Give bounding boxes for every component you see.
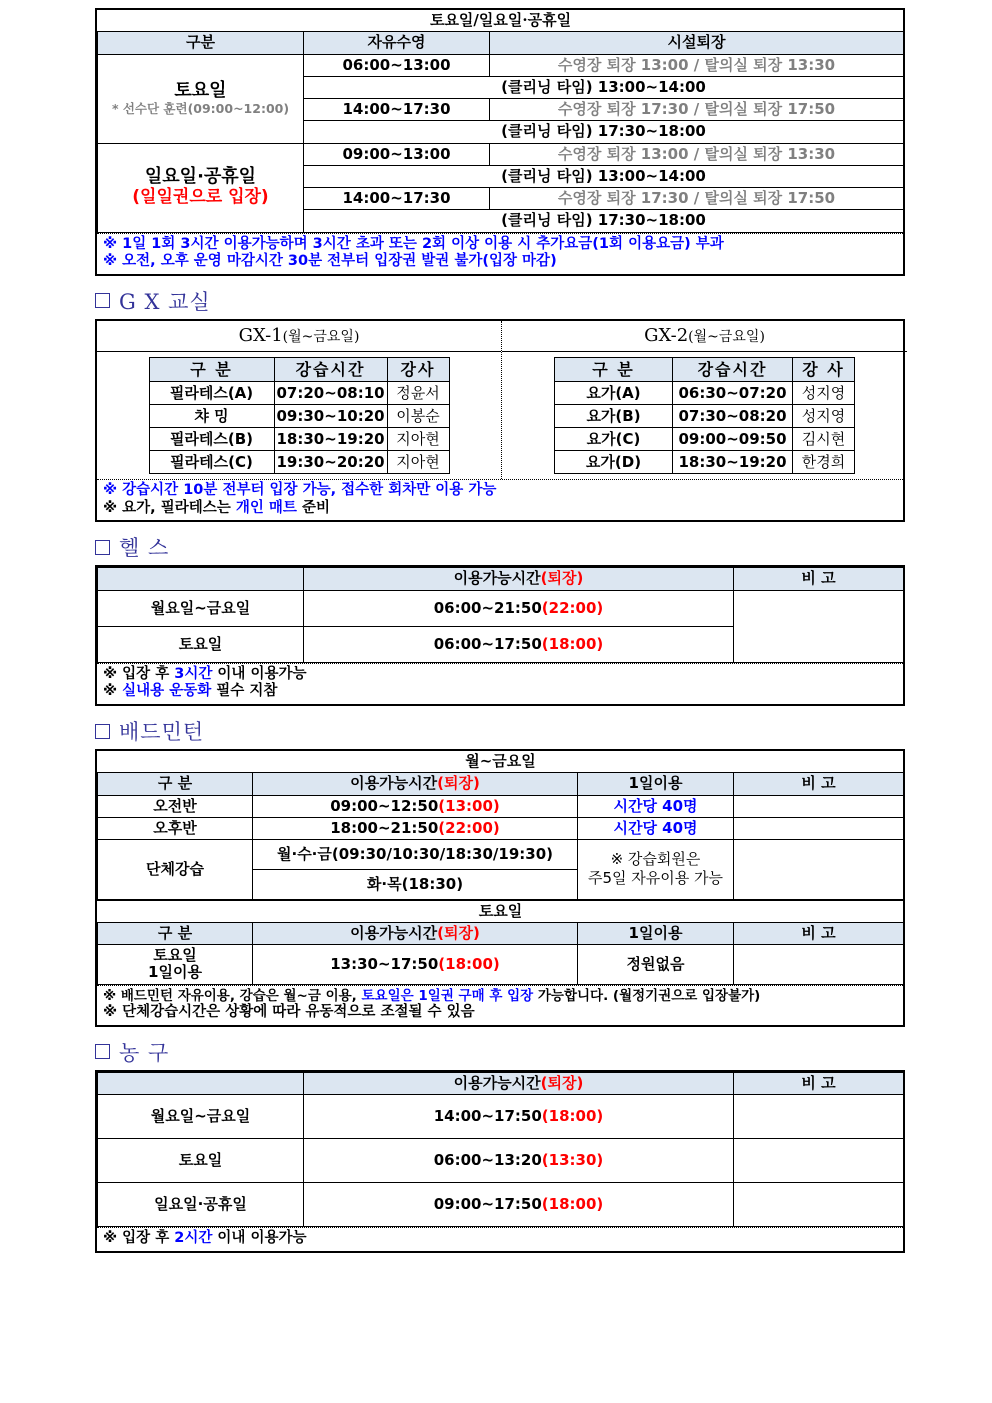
basketball-note-0: ※ 입장 후 2시간 이내 이용가능 xyxy=(103,1229,307,1246)
basketball-time-0 xyxy=(304,1094,734,1138)
swim-header-1: 자유수영 xyxy=(304,32,490,54)
badminton-sat-time-value: 13:30~17:50 xyxy=(330,954,439,973)
swim-caption: 토요일/일요일·공휴일 xyxy=(98,10,904,32)
badminton-sat-kind-1: 토요일 xyxy=(153,946,197,965)
gx2-panel xyxy=(502,321,907,479)
health-day-0: 월요일~금요일 xyxy=(98,590,304,626)
basketball-exit-1: (13:30) xyxy=(541,1150,604,1169)
basketball-time-2 xyxy=(304,1182,734,1226)
badminton-kind-0: 오전반 xyxy=(98,795,253,817)
badminton-sat-header-main: 이용가능시간 xyxy=(350,923,438,942)
basketball-remark-2 xyxy=(734,1182,904,1226)
health-remark xyxy=(734,590,904,662)
gx-schedule-table xyxy=(95,319,905,523)
swim-sun-free-1: 09:00~13:00 xyxy=(304,143,490,165)
swim-notes xyxy=(97,233,903,274)
badminton-sat-exit: (18:00) xyxy=(438,954,500,973)
table-row xyxy=(149,451,449,474)
swim-sat-exit-1: 수영장 퇴장 13:00 / 탈의실 퇴장 13:30 xyxy=(490,54,904,76)
gx2-time-2: 09:00~09:50 xyxy=(673,428,793,451)
badminton-note-1: ※ 단체강습시간은 상황에 따라 유동적으로 조절될 수 있음 xyxy=(103,1004,475,1021)
table-row xyxy=(98,840,904,870)
badminton-sat-remark xyxy=(734,945,904,985)
swim-sat-clean-1: (클리닝 타임) 13:00~14:00 xyxy=(304,76,904,98)
health-header-0 xyxy=(98,568,304,590)
basketball-time-value-0: 14:00~17:50 xyxy=(433,1106,542,1125)
swim-sun-exit-1: 수영장 퇴장 13:00 / 탈의실 퇴장 13:30 xyxy=(490,143,904,165)
gx2-teacher-2: 김시현 xyxy=(793,428,855,451)
table-row xyxy=(555,451,855,474)
badminton-time-0 xyxy=(253,795,578,817)
checkbox-icon xyxy=(95,724,110,739)
badminton-group-remark xyxy=(734,840,904,900)
basketball-notes xyxy=(97,1227,903,1251)
gx2-time-0: 06:30~07:20 xyxy=(673,382,793,405)
health-schedule-table xyxy=(95,565,905,706)
gx2-time-3: 18:30~19:20 xyxy=(673,451,793,474)
basketball-header-row xyxy=(98,1072,904,1094)
table-row xyxy=(98,1094,904,1138)
table-row xyxy=(555,382,855,405)
gx2-header-0: 구 분 xyxy=(555,357,673,381)
gx1-teacher-2: 지아현 xyxy=(387,428,449,451)
swim-sun-exit-2: 수영장 퇴장 17:30 / 탈의실 퇴장 17:50 xyxy=(490,188,904,210)
gx1-time-1: 09:30~10:20 xyxy=(274,405,387,428)
basketball-remark-0 xyxy=(734,1094,904,1138)
badminton-exit-0: (13:00) xyxy=(438,796,500,815)
swim-sat-clean-2: (클리닝 타임) 17:30~18:00 xyxy=(304,121,904,143)
table-row xyxy=(149,382,449,405)
gx1-teacher-1: 이봉순 xyxy=(387,405,449,428)
gx1-table xyxy=(149,357,450,474)
gx1-header-1: 강습시간 xyxy=(274,357,387,381)
basketball-header-main: 이용가능시간 xyxy=(453,1073,541,1092)
badminton-saturday-header-row xyxy=(98,922,904,944)
gx1-time-2: 18:30~19:20 xyxy=(274,428,387,451)
badminton-group-daily xyxy=(578,840,734,900)
health-note-1: ※ 실내용 운동화 필수 지참 xyxy=(103,683,278,700)
badminton-time-1 xyxy=(253,817,578,839)
table-row xyxy=(98,54,904,76)
gx2-header-1: 강습시간 xyxy=(673,357,793,381)
gx2-teacher-1: 성지영 xyxy=(793,405,855,428)
badminton-sat-header-0: 구 분 xyxy=(98,922,253,944)
swim-sunday-label-cell xyxy=(98,143,304,232)
badminton-sat-kind-2: 1일이용 xyxy=(148,963,202,982)
basketball-time-1 xyxy=(304,1138,734,1182)
gx1-caption xyxy=(97,321,501,352)
swim-sat-free-1: 06:00~13:00 xyxy=(304,54,490,76)
swim-sun-free-2: 14:00~17:30 xyxy=(304,188,490,210)
swim-sat-exit-2: 수영장 퇴장 17:30 / 탈의실 퇴장 17:50 xyxy=(490,99,904,121)
badminton-sat-header-3: 비 고 xyxy=(734,922,904,944)
badminton-group-daily-1: ※ 강습회원은 xyxy=(610,849,701,868)
gx1-teacher-3: 지아현 xyxy=(387,451,449,474)
gx1-time-3: 19:30~20:20 xyxy=(274,451,387,474)
gx1-panel xyxy=(97,321,502,479)
swim-sun-clean-2: (클리닝 타임) 17:30~18:00 xyxy=(304,210,904,232)
section-title-gx: G X 교실 xyxy=(119,289,211,314)
section-title-badminton: 배드민턴 xyxy=(119,720,205,745)
badminton-header-1 xyxy=(253,773,578,795)
health-header-main: 이용가능시간 xyxy=(453,569,541,588)
gx2-caption-sub: (월~금요일) xyxy=(688,328,765,345)
health-header-row xyxy=(98,568,904,590)
swim-note-0: ※ 1일 1회 3시간 이용가능하며 3시간 초과 또는 2회 이상 이용 시 추가요금(1회 이용요금) 부과 xyxy=(103,235,724,252)
badminton-notes xyxy=(97,985,903,1025)
table-row xyxy=(149,428,449,451)
health-time-value-0: 06:00~21:50 xyxy=(433,598,542,617)
swimming-schedule-table xyxy=(95,8,905,276)
gx-notes xyxy=(97,479,903,520)
checkbox-icon xyxy=(95,1044,110,1059)
badminton-header-paren: (퇴장) xyxy=(437,774,480,793)
gx2-teacher-3: 한경희 xyxy=(793,451,855,474)
gx1-name-3: 필라테스(C) xyxy=(149,451,274,474)
gx2-name-2: 요가(C) xyxy=(555,428,673,451)
health-exit-0: (22:00) xyxy=(541,598,604,617)
basketball-exit-0: (18:00) xyxy=(541,1106,604,1125)
swim-note-1: ※ 오전, 오후 운영 마감시간 30분 전부터 입장권 발권 불가(입장 마감) xyxy=(103,253,557,270)
health-note-0: ※ 입장 후 3시간 이내 이용가능 xyxy=(103,665,307,682)
table-row xyxy=(98,1138,904,1182)
gx1-name-1: 챠 밍 xyxy=(149,405,274,428)
basketball-time-value-1: 06:00~13:20 xyxy=(433,1150,542,1169)
badminton-weekday-caption: 월~금요일 xyxy=(98,751,904,773)
basketball-remark-1 xyxy=(734,1138,904,1182)
swim-sunday-label: 일요일·공휴일 xyxy=(144,166,257,188)
gx1-name-2: 필라테스(B) xyxy=(149,428,274,451)
swim-sun-clean-1: (클리닝 타임) 13:00~14:00 xyxy=(304,165,904,187)
table-row xyxy=(98,817,904,839)
swim-saturday-label-cell xyxy=(98,54,304,143)
basketball-time-value-2: 09:00~17:50 xyxy=(433,1194,542,1213)
health-time-value-1: 06:00~17:50 xyxy=(433,634,542,653)
health-header-2: 비 고 xyxy=(734,568,904,590)
badminton-header-2: 1일이용 xyxy=(578,773,734,795)
badminton-schedule-table xyxy=(95,749,905,1027)
badminton-time-value-0: 09:00~12:50 xyxy=(330,796,439,815)
badminton-saturday-caption-row xyxy=(98,900,904,923)
gx2-name-3: 요가(D) xyxy=(555,451,673,474)
badminton-note-0: ※ 배드민턴 자유이용, 강습은 월~금 이용, 토요일은 1일권 구매 후 입장 가능합니다. (월정기권으로 입장불가) xyxy=(103,987,761,1004)
badminton-kind-1: 오후반 xyxy=(98,817,253,839)
health-exit-1: (18:00) xyxy=(541,634,604,653)
table-row xyxy=(149,405,449,428)
badminton-remark-1 xyxy=(734,817,904,839)
badminton-weekday-caption-row xyxy=(98,751,904,773)
basketball-header-1 xyxy=(304,1072,734,1094)
badminton-sat-header-2: 1일이용 xyxy=(578,922,734,944)
badminton-sat-kind xyxy=(98,945,253,985)
badminton-header-3: 비 고 xyxy=(734,773,904,795)
gx-note-1: ※ 요가, 필라테스는 개인 매트 준비 xyxy=(103,499,330,516)
badminton-sat-header-1 xyxy=(253,922,578,944)
gx1-caption-main: GX-1 xyxy=(238,324,283,346)
gx1-caption-sub: (월~금요일) xyxy=(282,328,360,345)
badminton-group-time-2: 화·목(18:30) xyxy=(253,870,578,900)
table-row xyxy=(555,405,855,428)
gx2-teacher-0: 성지영 xyxy=(793,382,855,405)
table-row xyxy=(98,795,904,817)
checkbox-icon xyxy=(95,293,110,308)
gx1-name-0: 필라테스(A) xyxy=(149,382,274,405)
basketball-header-2: 비 고 xyxy=(734,1072,904,1094)
table-row xyxy=(98,143,904,165)
badminton-time-value-1: 18:00~21:50 xyxy=(330,818,439,837)
gx2-caption-main: GX-2 xyxy=(644,324,689,346)
badminton-daily-1: 시간당 40명 xyxy=(578,817,734,839)
gx2-header-row xyxy=(555,357,855,381)
table-row xyxy=(98,945,904,985)
gx2-table xyxy=(554,357,855,474)
gx1-time-0: 07:20~08:10 xyxy=(274,382,387,405)
swim-sunday-sub: (일일권으로 입장) xyxy=(132,187,269,208)
basketball-header-0 xyxy=(98,1072,304,1094)
badminton-sat-daily: 정원없음 xyxy=(578,945,734,985)
badminton-weekday-header-row xyxy=(98,773,904,795)
basketball-day-1: 토요일 xyxy=(98,1138,304,1182)
health-day-1: 토요일 xyxy=(98,626,304,662)
swim-header-row xyxy=(98,32,904,54)
section-title-health: 헬 스 xyxy=(119,536,170,561)
checkbox-icon xyxy=(95,540,110,555)
badminton-saturday-caption: 토요일 xyxy=(98,900,904,923)
health-header-paren: (퇴장) xyxy=(540,569,584,588)
gx2-time-1: 07:30~08:20 xyxy=(673,405,793,428)
basketball-day-0: 월요일~금요일 xyxy=(98,1094,304,1138)
swim-saturday-sub: * 선수단 훈련(09:00~12:00) xyxy=(111,100,290,116)
gx2-header-2: 강 사 xyxy=(793,357,855,381)
badminton-remark-0 xyxy=(734,795,904,817)
badminton-group-kind: 단체강습 xyxy=(98,840,253,900)
swim-sat-free-2: 14:00~17:30 xyxy=(304,99,490,121)
swim-header-2: 시설퇴장 xyxy=(490,32,904,54)
gx2-caption xyxy=(502,321,907,352)
section-heading-health xyxy=(95,534,992,560)
basketball-exit-2: (18:00) xyxy=(541,1194,604,1213)
gx1-header-row xyxy=(149,357,449,381)
section-heading-basketball xyxy=(95,1039,992,1065)
badminton-daily-0: 시간당 40명 xyxy=(578,795,734,817)
badminton-sat-time xyxy=(253,945,578,985)
health-header-1 xyxy=(304,568,734,590)
table-row xyxy=(98,1182,904,1226)
badminton-group-time-1: 월·수·금(09:30/10:30/18:30/19:30) xyxy=(253,840,578,870)
basketball-schedule-table xyxy=(95,1070,905,1253)
badminton-exit-1: (22:00) xyxy=(438,818,500,837)
health-notes xyxy=(97,663,903,704)
gx2-name-1: 요가(B) xyxy=(555,405,673,428)
swim-saturday-label: 토요일 xyxy=(174,79,227,101)
health-time-1 xyxy=(304,626,734,662)
basketball-day-2: 일요일·공휴일 xyxy=(98,1182,304,1226)
section-title-basketball: 농 구 xyxy=(119,1040,170,1065)
health-time-0 xyxy=(304,590,734,626)
badminton-header-0: 구 분 xyxy=(98,773,253,795)
badminton-sat-header-paren: (퇴장) xyxy=(437,923,480,942)
gx1-header-0: 구 분 xyxy=(149,357,274,381)
swim-caption-row xyxy=(98,10,904,32)
badminton-header-main: 이용가능시간 xyxy=(350,774,438,793)
section-heading-gx xyxy=(95,288,992,314)
swim-header-0: 구분 xyxy=(98,32,304,54)
table-row xyxy=(98,590,904,626)
table-row xyxy=(555,428,855,451)
gx2-name-0: 요가(A) xyxy=(555,382,673,405)
badminton-group-daily-2: 주5일 자유이용 가능 xyxy=(587,869,723,888)
section-heading-badminton xyxy=(95,718,992,744)
gx-note-0: ※ 강습시간 10분 전부터 입장 가능, 접수한 회차만 이용 가능 xyxy=(103,482,497,499)
basketball-header-paren: (퇴장) xyxy=(540,1073,584,1092)
gx1-teacher-0: 정윤서 xyxy=(387,382,449,405)
gx1-header-2: 강사 xyxy=(387,357,449,381)
